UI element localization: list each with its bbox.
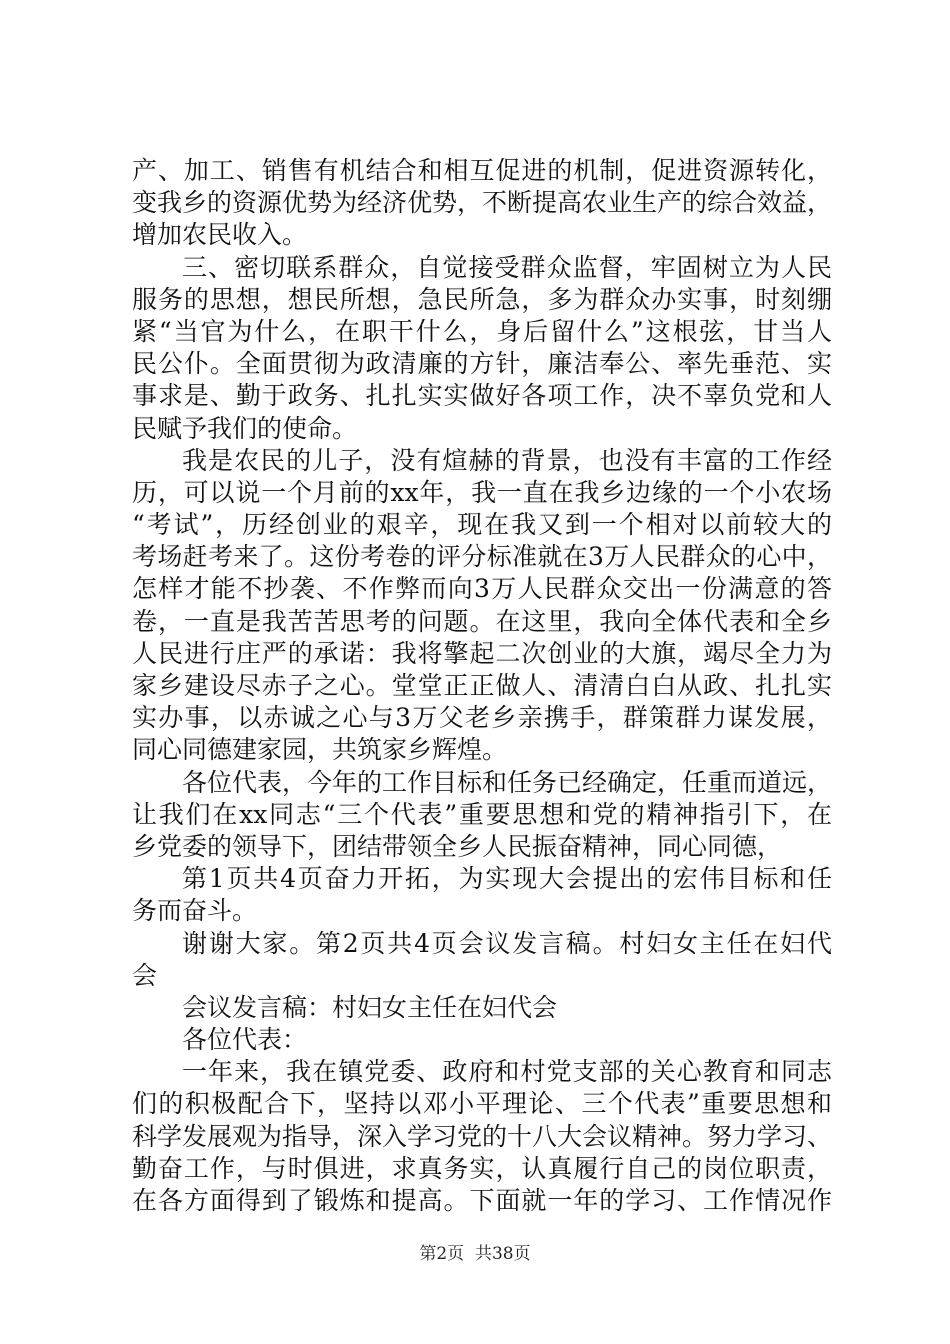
text-line: 服务的思想，想民所想，急民所急，多为群众办实事，时刻绷 bbox=[132, 284, 832, 314]
document-body bbox=[132, 155, 832, 1217]
text-line: 三、密切联系群众，自觉接受群众监督，牢固树立为人民 bbox=[182, 252, 832, 282]
text-line: 民赋予我们的使命。 bbox=[132, 413, 358, 443]
text-line: 让我们在xx同志“三个代表”重要思想和党的精神指引下，在 bbox=[132, 799, 832, 829]
text-line: “考试”，历经创业的艰辛，现在我又到一个相对以前较大的 bbox=[132, 510, 832, 540]
text-line: 务而奋斗。 bbox=[132, 896, 258, 926]
text-line: 家乡建设尽赤子之心。堂堂正正做人、清清白白从政、扎扎实 bbox=[132, 671, 832, 700]
text-line: 在各方面得到了锻炼和提高。下面就一年的学习、工作情况作 bbox=[132, 1186, 832, 1215]
text-line: 人民进行庄严的承诺：我将擎起二次创业的大旗，竭尽全力为 bbox=[132, 638, 832, 668]
text-line: 第1页共4页奋力开拓，为实现大会提出的宏伟目标和任 bbox=[182, 864, 832, 894]
page-footer: 第2页 共38页 bbox=[419, 1244, 531, 1264]
text-line: 乡党委的领导下，团结带领全乡人民振奋精神，同心同德， bbox=[132, 831, 783, 861]
text-line: 各位代表，今年的工作目标和任务已经确定，任重而道远， bbox=[182, 767, 833, 797]
text-line: 同心同德建家园，共筑家乡辉煌。 bbox=[132, 735, 508, 765]
text-line: 卷，一直是我苦苦思考的问题。在这里，我向全体代表和全乡 bbox=[132, 606, 832, 636]
text-line: 历，可以说一个月前的xx年，我一直在我乡边缘的一个小农场 bbox=[132, 477, 832, 507]
text-line: 紧“当官为什么，在职干什么，身后留什么”这根弦，甘当人 bbox=[132, 316, 832, 346]
text-line: 事求是、勤于政务、扎扎实实做好各项工作，决不辜负党和人 bbox=[132, 381, 832, 411]
text-line: 增加农民收入。 bbox=[132, 220, 308, 250]
text-line: 民公仆。全面贯彻为政清廉的方针，廉洁奉公、率先垂范、实 bbox=[132, 349, 832, 379]
text-line: 会议发言稿：村妇女主任在妇代会 bbox=[182, 992, 558, 1022]
text-line: 我是农民的儿子，没有煊赫的背景，也没有丰富的工作经 bbox=[182, 445, 832, 475]
text-line: 科学发展观为指导，深入学习党的十八大会议精神。努力学习、 bbox=[132, 1121, 833, 1151]
text-line: 变我乡的资源优势为经济优势，不断提高农业生产的综合效益， bbox=[132, 188, 833, 218]
text-line: 勤奋工作，与时俱进，求真务实，认真履行自己的岗位职责， bbox=[132, 1153, 832, 1183]
text-line: 谢谢大家。第2页共4页会议发言稿。村妇女主任在妇代 bbox=[182, 928, 832, 958]
text-line: 产、加工、销售有机结合和相互促进的机制，促进资源转化， bbox=[132, 156, 832, 185]
text-line: 怎样才能不抄袭、不作弊而向3万人民群众交出一份满意的答 bbox=[132, 574, 832, 604]
text-line: 考场赶考来了。这份考卷的评分标准就在3万人民群众的心中， bbox=[132, 542, 832, 572]
text-line: 实办事，以赤诚之心与3万父老乡亲携手，群策群力谋发展， bbox=[132, 703, 832, 733]
text-line: 会 bbox=[132, 960, 158, 990]
text-line: 一年来，我在镇党委、政府和村党支部的关心教育和同志 bbox=[182, 1057, 832, 1087]
text-line: 各位代表： bbox=[182, 1025, 308, 1055]
text-line: 们的积极配合下，坚持以邓小平理论、三个代表”重要思想和 bbox=[132, 1089, 832, 1119]
